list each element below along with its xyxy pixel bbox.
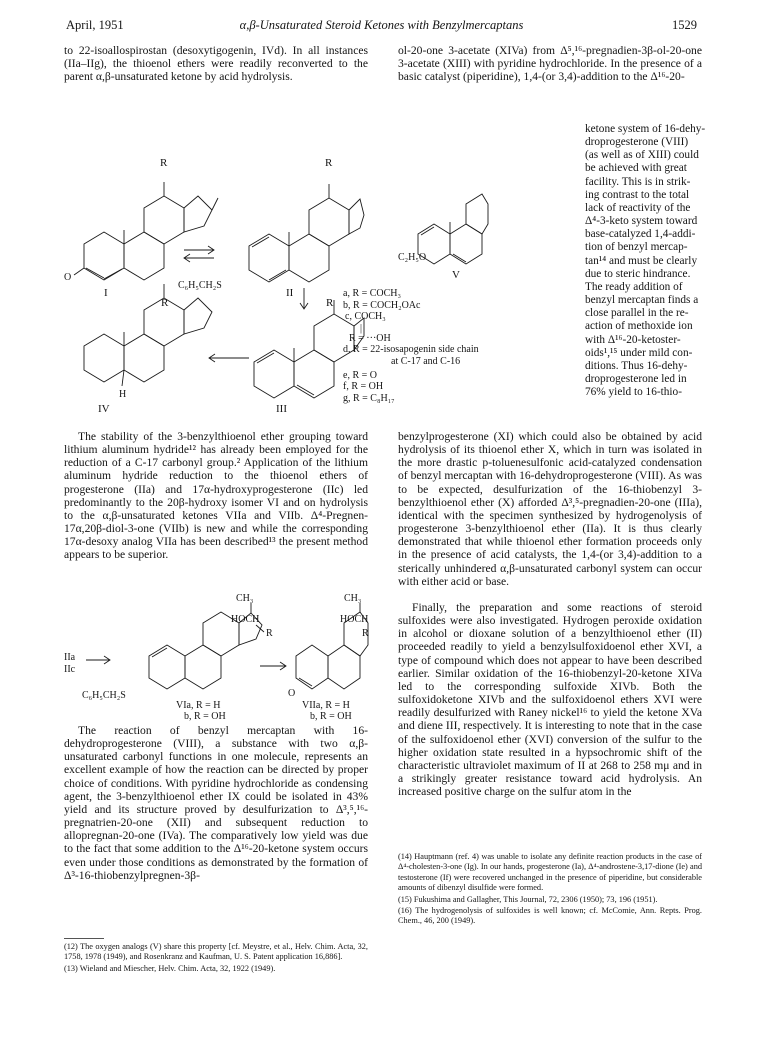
wrap-line: due to steric hindrance. (585, 267, 691, 280)
wrap-line: 76% yield to 16-thio- (585, 386, 682, 399)
structure-IV (84, 284, 212, 386)
scheme1-r-top-right: R (325, 157, 333, 169)
scheme2-vii-b: b, R = OH (310, 711, 352, 722)
wrap-line: with Δ¹⁶-20-ketoster- (585, 333, 681, 346)
header-date: April, 1951 (66, 18, 124, 32)
wrap-line: tion of benzyl mercap- (585, 241, 688, 254)
legend-f: f, R = OH (343, 381, 384, 393)
scheme1-label-I: I (104, 287, 108, 299)
scheme1-r-top-left: R (160, 157, 168, 169)
wrap-line: facility. This is in strik- (585, 175, 691, 188)
left-p3-text: The reaction of benzyl mercaptan with 16-dehydroprogesterone (VIII), a substance with two α,β-unsaturated carbonyl functions in one molecule, represents an excellent example of how the reaction can be directed by proper choice of conditions. With pyridine hydrochloride as condensing agent, the 3-benzylthioenol ether IX could be isolated in 43% yield and its structure proved by desulfurization to Δ³,⁵,¹⁶-pregnatrien-20-one (XII) and subsequent reduction to allopregnan-20-one (IVa). The comparatively low yield was due to the fact that some addition to the Δ¹⁶-20-ketone system occurs even under those conditions as demonstrated by the formation of Δ³-16-thiobenzylpregnen-3β- (64, 724, 368, 882)
footnote-14: (14) Hauptmann (ref. 4) was unable to isolate any definite reaction products in the case of Δ⁴-cholesten-3-one (Ig). In our hands, progesterone (Ia), Δ⁴-androstene-3,17-dione (Ie) and testosterone (If) were recovered unchanged in the presence of piperidine, but considerable amounts of dibenzyl disulfide were formed. (398, 852, 702, 893)
structure-I (74, 182, 218, 280)
legend-e: e, R = O (343, 369, 377, 381)
structure-V-diagram (398, 194, 488, 280)
wrap-line: ditions. Thus 16-dehy- (585, 359, 688, 372)
right-p3-text: Finally, the preparation and some reactions of steroid sulfoxides were also investigated. Hydrogen peroxide oxidation in alcohol or dioxane solution of a benzylthioenol ether (II) proceeded readily to yield a benzylsulfoxidoenol ether XVI, a type of compound which does not appear to have been described earlier. Similar oxidation of the 16-thiobenzyl-20-ketone XIVa led to the corresponding sulfoxide XIVb. Both the sulfoxidoketone XIVb and the sulfoxidoenol ethers XVI were readily desulfurized with Raney nickel¹⁶ to yield the ketone XVa and diene III, respectively. It is interesting to note that in the case of the sulfoxidoenol ether (XVI) conversion of the sulfur to the higher oxidation state resulted in a hypsochromic shift of the characteristic ultraviolet maximum of II at 268 to 258 mμ and in a strikingly greater resistance toward acid hydrolysis. An increased positive charge on the sulfur atom in the (398, 601, 702, 799)
legend-c: c, COCH₃ (345, 311, 386, 323)
scheme1-r-mid-right: R (326, 297, 334, 309)
left-footnote-rule (64, 938, 104, 939)
wrap-line: The ready addition of (585, 280, 683, 293)
right-p2-text: benzylprogesterone (XI) which could also be obtained by acid hydrolysis of its thioenol ether X, which in turn was isolated in the more drastic p-toluenesulfonic acid-catalyzed condensation of benzyl mercaptan with 16-dehydroprogesterone (VIII). As was to be expected, desulfurization of the 16-thiobenzyl 3-benzylthioenol ether (X) afforded Δ³,⁵-pregnadien-20-one (IIIa), identical with the specimen synthesized by hydrogenolysis of progesterone 3-benzylthioenol ether (IIa). It is thus clearly demonstrated that while thioenol ether formation proceeds only in the presence of acid catalysts, the 1,4-(or 3,4)-addition to a sterically unhindered α,β-unsaturated carbonyl system can occur with either acid or base. (398, 430, 702, 588)
scheme1-label-III: III (276, 403, 287, 415)
scheme1-h-label: H (119, 389, 127, 400)
wrap-line: droprogesterone led in (585, 372, 687, 385)
scheme2-vii-a: VIIa, R = H (302, 700, 350, 711)
scheme2-ch3-left: CH₃ (236, 593, 254, 604)
legend-d: d, R = 22-isosapogenin side chain (343, 344, 479, 356)
left-footnotes (64, 942, 368, 975)
wrap-line: close parallel in the re- (585, 307, 689, 320)
legend-d-cont: at C-17 and C-16 (391, 355, 461, 367)
wrap-line: action of methoxide ion (585, 320, 693, 333)
right-p1-text: ol-20-one 3-acetate (XIVa) from Δ⁵,¹⁶-pregnadien-3β-ol-20-one 3-acetate (XIII) with pyridine hydrochloride. In the presence of a basic catalyst (piperidine), 1,4-(or 3,4)-addition to the Δ¹⁶-20- (398, 44, 702, 84)
footnote-13: (13) Wieland and Miescher, Helv. Chim. Acta, 32, 1922 (1949). (64, 963, 276, 973)
structure-II (249, 184, 364, 282)
scheme2-sub: C₆H₅CH₂S (82, 690, 126, 701)
legend-g: g, R = C₈H₁₇ (343, 392, 395, 404)
right-footnotes (398, 852, 702, 928)
right-paragraph-1 (398, 44, 702, 83)
scheme1-label-IV: IV (98, 403, 110, 415)
footnote-12: (12) The oxygen analogs (V) share this property [cf. Meystre, et al., Helv. Chim. Acta, 32, 1758, 1978 (1949), and Rosenkranz and Kaufman, U. S. Patent application 16,886]. (64, 942, 368, 962)
left-p1-text: to 22-isoallospirostan (desoxytigogenin, IVd). In all instances (IIa–IIg), the thioenol ethers were readily reconverted to the parent α,β-unsaturated ketone by acid hydrolysis. (64, 44, 368, 84)
scheme1-oxygen-label: O (64, 272, 72, 283)
scheme2-vi-a: VIa, R = H (176, 700, 221, 711)
right-wrap-text (585, 123, 706, 399)
scheme2-oxygen: O (288, 688, 296, 699)
scheme1-sub-II: C₆H₅CH₂S (178, 280, 222, 291)
legend-a: a, R = COCH₃ (343, 288, 402, 299)
scheme2-hoch-left: HOCH (231, 614, 260, 625)
wrap-line: ketone system of 16-dehy- (585, 123, 706, 135)
scheme2-ch3-right: CH₃ (344, 593, 362, 604)
wrap-line: lack of reactivity of the (585, 201, 691, 214)
scheme2-hoch-right: HOCH (340, 614, 369, 625)
header-title (0, 18, 763, 33)
wrap-line: base-catalyzed 1,4-addi- (585, 228, 696, 241)
wrap-line: be achieved with great (585, 162, 687, 175)
legend-c-bar: | (360, 322, 363, 334)
right-paragraph-3 (398, 601, 702, 798)
structure-V-sub: C₂H₅O (398, 252, 427, 263)
scheme2-vi-b: b, R = OH (184, 711, 226, 722)
wrap-line: Δ⁴-3-keto system toward (585, 215, 698, 228)
header-title-text: α,β-Unsaturated Steroid Ketones with Benzylmercaptans (239, 18, 524, 32)
scheme-1-diagram (64, 100, 364, 426)
footnote-15: (15) Fukushima and Gallagher, This Journal, 72, 2306 (1950); 73, 196 (1951). (398, 894, 658, 904)
wrap-line: ing contrast to the total (585, 188, 690, 201)
scheme2-r-right: R (362, 628, 369, 639)
scheme2-from-c: IIc (64, 664, 76, 675)
scheme-2-diagram (64, 592, 368, 720)
wrap-line: tan¹⁴ and must be clearly (585, 254, 698, 267)
footnote-16: (16) The hydrogenolysis of sulfoxides is well known; cf. McComie, Ann. Repts. Prog. Chem., 46, 200 (1949). (398, 906, 702, 926)
right-paragraph-2 (398, 430, 702, 588)
wrap-line: droprogesterone (VIII) (585, 136, 689, 149)
scheme1-r-mid-left: R (161, 297, 169, 309)
left-p2-text: The stability of the 3-benzylthioenol ether grouping toward lithium aluminum hydride¹² has already been employed for the reduction of a C-17 carbonyl group.² Application of the lithium aluminum hydride reduction to the thioenol ethers of progesterone (IIa) and 17α-hydroxyprogesterone (IIc) led predominantly to the 20β-hydroxy isomer VI and on hydrolysis to the α,β-unsaturated ketones VIIa and VIIb. Δ⁴-Pregnen-17α,20β-diol-3-one (VIIb) is new and while the corresponding 17α-desoxy analog VIIa has been described¹³ the present method appears to be superior. (64, 430, 368, 562)
left-paragraph-2 (64, 430, 368, 562)
left-paragraph-3 (64, 724, 368, 882)
structure-V-label: V (452, 269, 460, 281)
legend-c-oh: R = ···OH (349, 332, 391, 344)
r-group-legend (343, 288, 583, 404)
scheme2-r-left: R (266, 628, 273, 639)
scheme1-label-II: II (286, 287, 294, 299)
scheme2-from-a: IIa (64, 652, 76, 663)
wrap-line: (as well as of XIII) could (585, 149, 699, 162)
wrap-line: benzyl mercaptan finds a (585, 294, 699, 307)
left-paragraph-1 (64, 44, 368, 83)
legend-b: b, R = COCH₂OAc (343, 299, 421, 311)
wrap-line: oids¹,¹⁵ under mild con- (585, 346, 693, 359)
header-page-number: 1529 (672, 18, 697, 32)
